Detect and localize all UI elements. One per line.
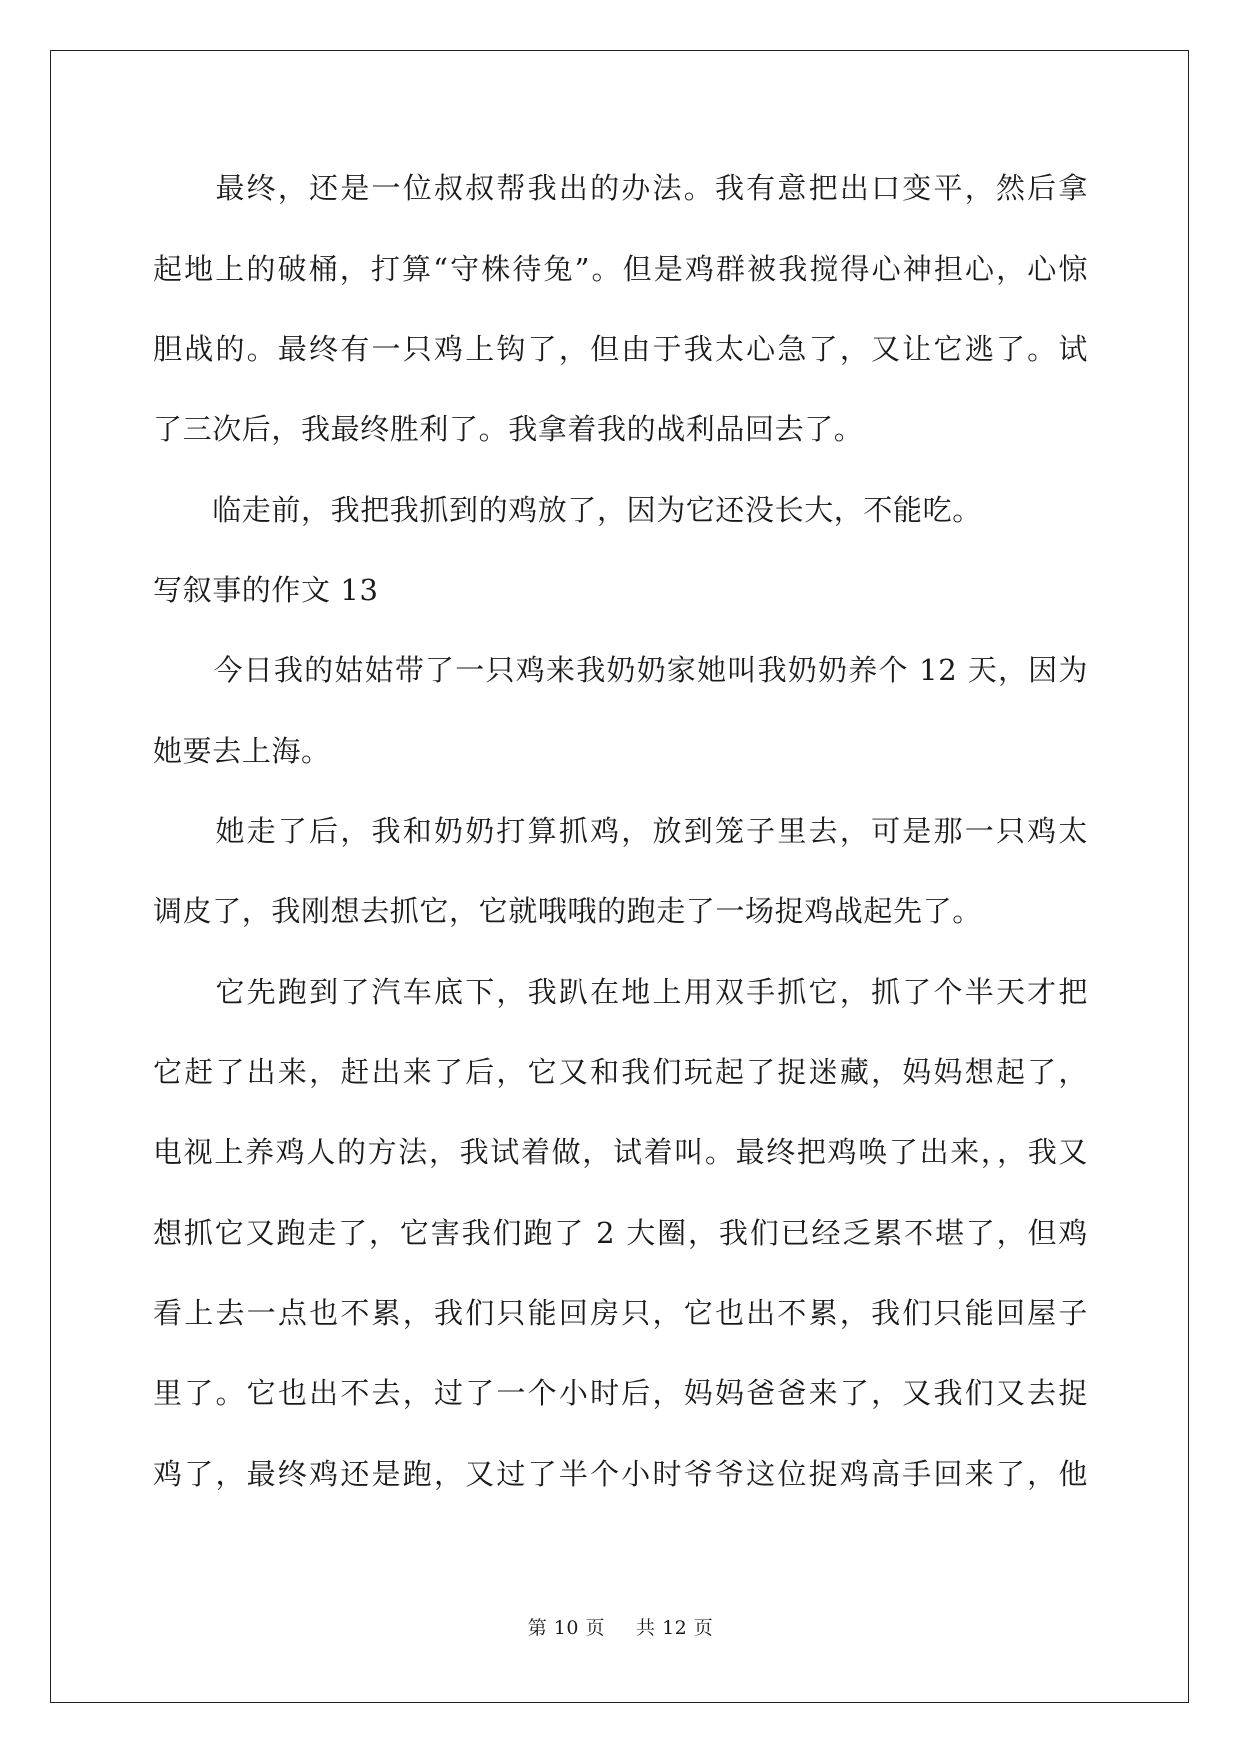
body-line: 临走前，我把我抓到的鸡放了，因为它还没长大，不能吃。: [153, 493, 982, 527]
body-line: 调皮了，我刚想去抓它，它就哦哦的跑走了一场捉鸡战起先了。: [153, 894, 982, 928]
body-line: 鸡了，最终鸡还是跑，又过了半个小时爷爷这位捉鸡高手回来了，他: [153, 1457, 1088, 1491]
body-line: 了三次后，我最终胜利了。我拿着我的战利品回去了。: [153, 412, 864, 446]
body-line: 里了。它也出不去，过了一个小时后，妈妈爸爸来了，又我们又去捉: [153, 1376, 1088, 1410]
body-line: 她走了后，我和奶奶打算抓鸡，放到笼子里去，可是那一只鸡太: [153, 814, 1088, 848]
body-line: 看上去一点也不累，我们只能回房只，它也出不累，我们只能回屋子: [153, 1296, 1088, 1330]
page-number: 第 10 页: [527, 1617, 605, 1639]
section-heading: 写叙事的作文 13: [153, 573, 379, 607]
body-line: 她要去上海。: [153, 734, 331, 768]
body-line: 它赶了出来，赶出来了后，它又和我们玩起了捉迷藏，妈妈想起了，: [153, 1055, 1088, 1089]
total-pages: 共 12 页: [636, 1617, 714, 1639]
body-line: 它先跑到了汽车底下，我趴在地上用双手抓它，抓了个半天才把: [153, 975, 1088, 1009]
body-line: 起地上的破桶，打算“守株待兔”。但是鸡群被我搅得心神担心，心惊: [153, 252, 1088, 286]
body-line: 想抓它又跑走了，它害我们跑了 2 大圈，我们已经乏累不堪了，但鸡: [153, 1216, 1088, 1250]
body-line: 今日我的姑姑带了一只鸡来我奶奶家她叫我奶奶养个 12 天，因为: [153, 653, 1088, 687]
body-line: 胆战的。最终有一只鸡上钩了，但由于我太心急了，又让它逃了。试: [153, 332, 1088, 366]
body-line: 电视上养鸡人的方法，我试着做，试着叫。最终把鸡唤了出来，，我又: [153, 1135, 1088, 1169]
body-line: 最终，还是一位叔叔帮我出的办法。我有意把出口变平，然后拿: [153, 171, 1088, 205]
page-footer: [0, 1616, 1241, 1640]
